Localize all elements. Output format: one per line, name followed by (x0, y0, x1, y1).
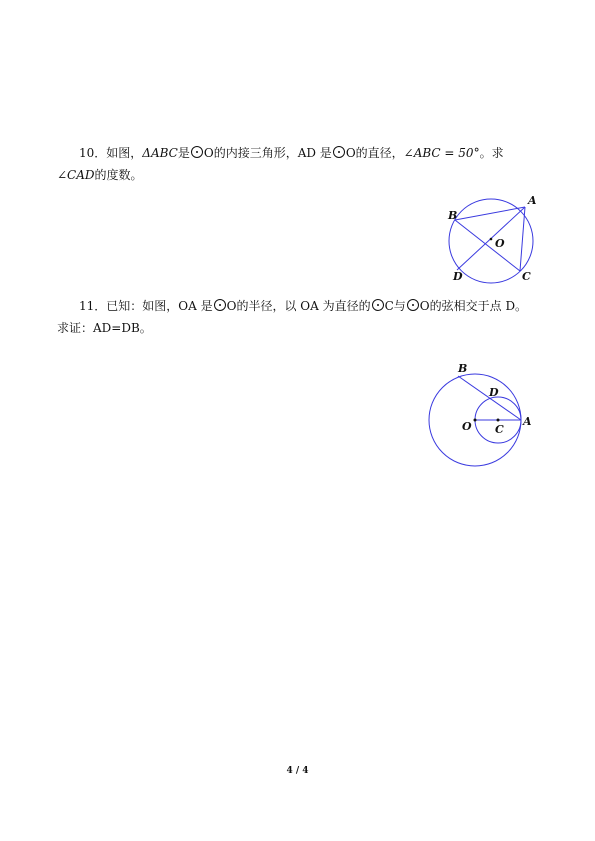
point-o (474, 419, 477, 422)
label-a: A (528, 194, 537, 207)
circle-symbol-icon (191, 146, 203, 158)
chord-ab (455, 207, 525, 220)
label-b: B (448, 209, 458, 222)
problem-number: 10．如图， (79, 146, 143, 160)
problem-11 (57, 295, 537, 339)
chord-ac (520, 207, 525, 271)
figure-11 (425, 360, 545, 472)
point-c (497, 419, 500, 422)
label-a: A (523, 415, 532, 428)
label-b: B (458, 362, 468, 375)
problem-11-text: 11．已知：如图，OA 是 O的半径，以 OA 为直径的 C与 O的弦相交于点 D。求证：AD=DB。 (57, 299, 528, 335)
asked-angle: ∠CAD (57, 168, 95, 182)
problem-10-text: 10．如图，ΔABC是 O的内接三角形，AD 是 O的直径，∠ABC = 50°。求∠CAD的度数。 (57, 146, 504, 182)
label-d: D (489, 386, 499, 399)
problem-10 (57, 142, 537, 186)
label-o: O (462, 420, 472, 433)
problem-number: 11．已知：如图，OA 是 (79, 299, 213, 313)
circle-symbol-icon (333, 146, 345, 158)
circle-symbol-icon (214, 299, 226, 311)
center-o-point (490, 238, 493, 241)
label-c: C (522, 270, 531, 283)
label-c: C (495, 423, 504, 436)
given-angle: ∠ABC = 50° (403, 146, 480, 160)
label-d: D (453, 270, 463, 283)
circle-symbol-icon (407, 299, 419, 311)
label-o: O (495, 237, 505, 250)
figure-10 (440, 192, 550, 284)
triangle-abc: ΔABC (142, 146, 178, 160)
circle-symbol-icon (372, 299, 384, 311)
page-number: 4 / 4 (286, 766, 309, 776)
